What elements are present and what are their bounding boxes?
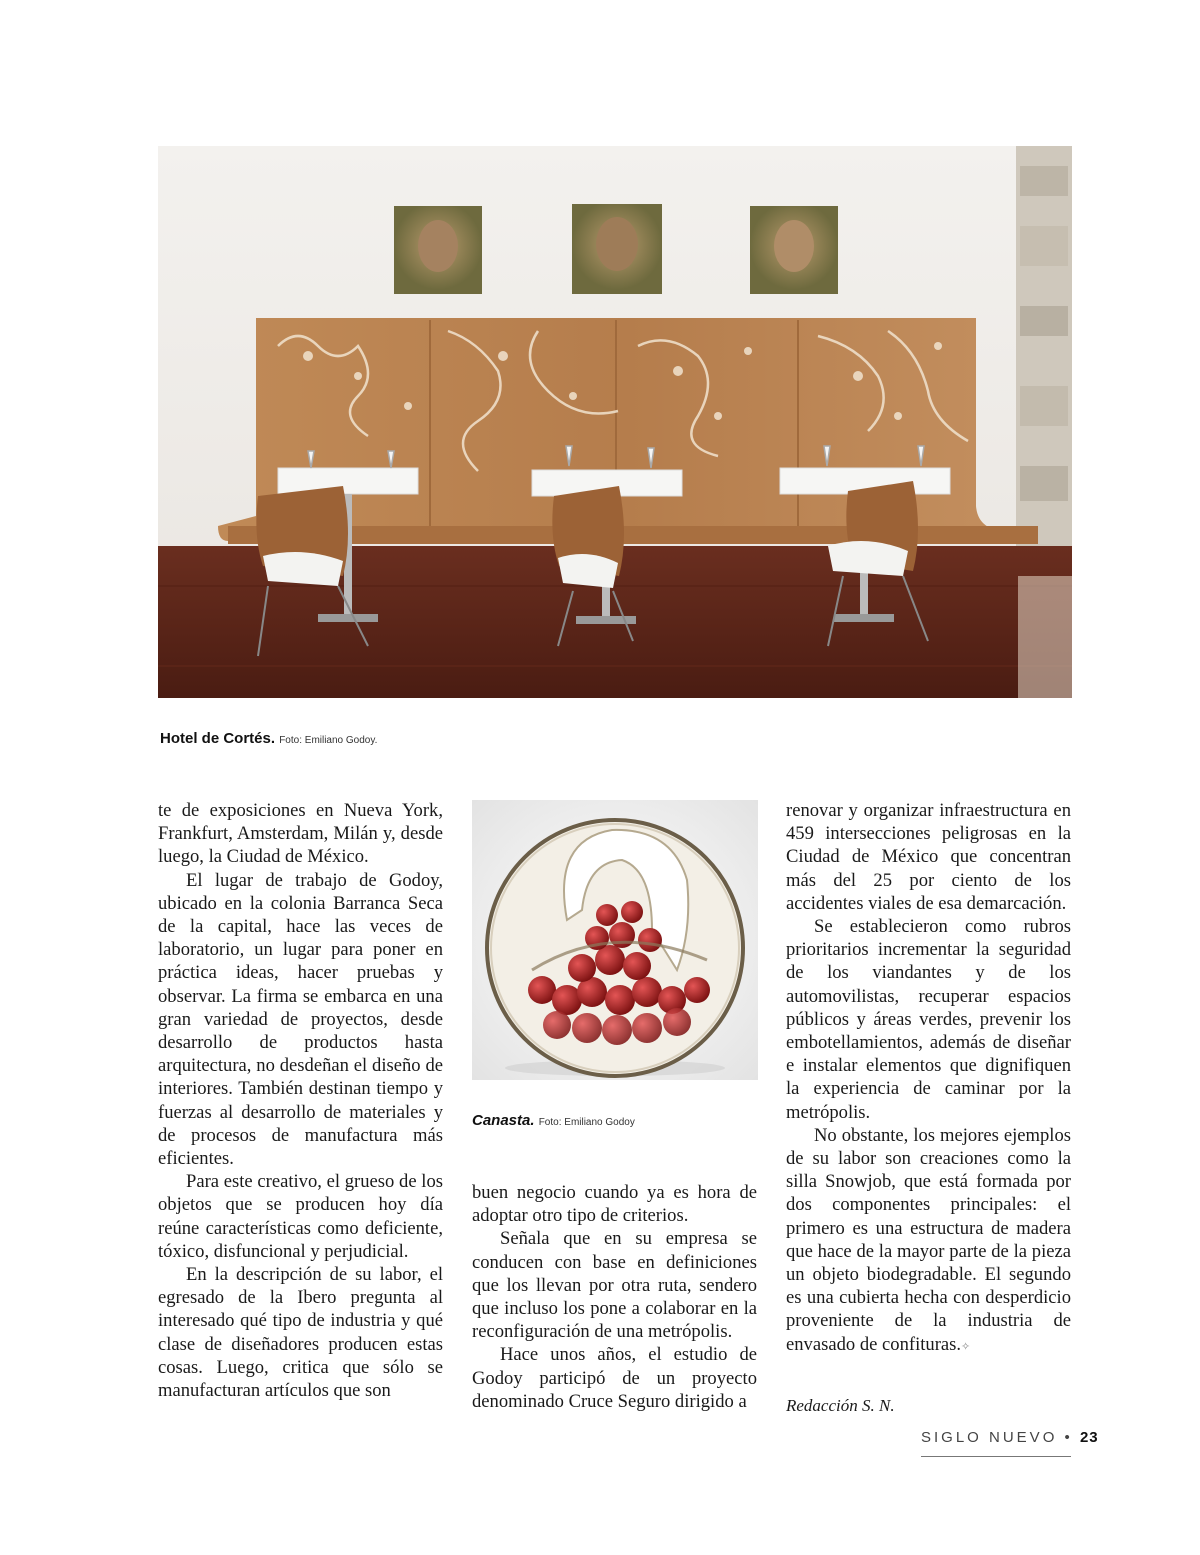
paragraph: renovar y organizar infraestructura en 459 intersecciones peligrosas en la Ciudad de México que concentran más del 25 por ciento de los accidentes viales de esa demarcación. — [786, 800, 1071, 914]
magazine-name: SIGLO NUEVO — [921, 1429, 1058, 1446]
paragraph: En la descripción de su labor, el egresado de la Ibero pregunta al interesado qué tipo de industria y qué clase de diseñadores producen estas cosas. Luego, critica que sólo se manufacturan artículos que son — [158, 1264, 443, 1402]
footer-separator: • — [1064, 1429, 1073, 1446]
paragraph — [786, 1124, 1071, 1359]
bowl-photo — [472, 800, 758, 1080]
footer-rule — [921, 1456, 1071, 1457]
bowl-photo-caption — [472, 1112, 635, 1129]
bowl-photo-caption-title: Canasta. — [472, 1112, 535, 1129]
author-signature: Redacción S. N. — [786, 1396, 895, 1415]
page-footer — [921, 1429, 1099, 1446]
paragraph: buen negocio cuando ya es hora de adoptar otro tipo de criterios. — [472, 1182, 757, 1227]
paragraph: Para este creativo, el grueso de los objetos que se producen hoy día reúne características como deficiente, tóxico, disfuncional y perjudicial. — [158, 1171, 443, 1262]
paragraph: El lugar de trabajo de Godoy, ubicado en la colonia Barranca Seca de la capital, hace las veces de laboratorio, un lugar para poner en práctica ideas, hacer pruebas y observar. La firma se embarca en una gran variedad de proyectos, desde desarrollo de productos hasta arquitectura, no desdeñan el diseño de interiores. También destinan tiempo y fuerzas al desarrollo de materiales y de procesos de manufactura más eficientes. — [158, 869, 443, 1170]
paragraph: te de exposiciones en Nueva York, Frankfurt, Amsterdam, Milán y, desde luego, la Ciudad de México. — [158, 800, 443, 868]
hotel-photo-caption-credit: Foto: Emiliano Godoy. — [279, 735, 378, 746]
bowl-photo-caption-credit: Foto: Emiliano Godoy — [538, 1117, 635, 1128]
page-number: 23 — [1079, 1429, 1099, 1446]
paragraph-text: No obstante, los mejores ejemplos de su labor son creaciones como la silla Snowjob, que está formada por dos componentes principales: el primero es una estructura de madera que hace de la mayor parte de la pieza un objeto biodegradable. El segundo es una cubierta hecha con desperdicio proveniente de la industria de envasado de confituras. — [786, 1124, 1071, 1355]
paragraph: Se establecieron como rubros prioritarios incrementar la seguridad de los viandantes y de los automovilistas, recuperar espacios públicos y áreas verdes, prevenir los embotellamientos, además de diseñar e instalar elementos que dignifiquen la experiencia de caminar por la metrópolis. — [786, 916, 1071, 1123]
hotel-photo-caption-title: Hotel de Cortés. — [160, 730, 276, 747]
hotel-photo-caption — [160, 730, 377, 747]
hotel-photo — [158, 146, 1072, 698]
paragraph: Hace unos años, el estudio de Godoy participó de un proyecto denominado Cruce Seguro dirigido a — [472, 1344, 757, 1412]
paragraph: Señala que en su empresa se conducen con base en definiciones que los llevan por otra ruta, sendero que incluso los pone a colaborar en la reconfiguración de una metrópolis. — [472, 1228, 757, 1343]
end-mark-icon: ✧ — [961, 1340, 971, 1353]
article-column-3 — [786, 799, 1071, 1359]
article-column-2 — [472, 1181, 757, 1413]
article-column-1 — [158, 799, 443, 1402]
